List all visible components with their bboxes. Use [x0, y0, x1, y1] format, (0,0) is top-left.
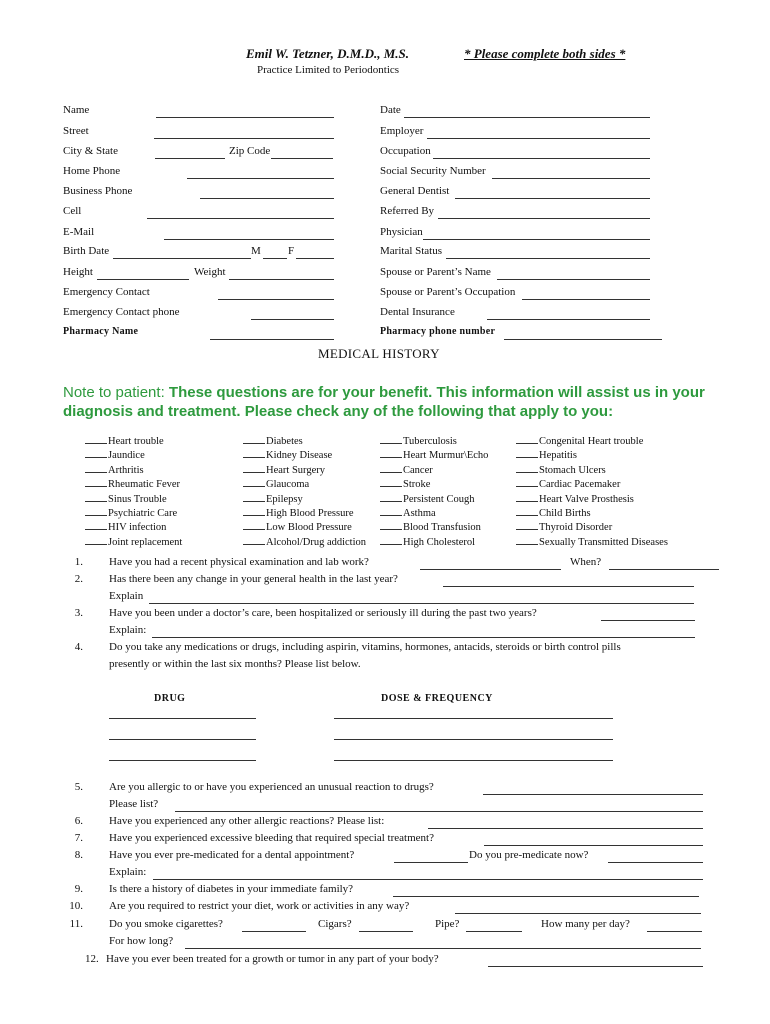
q10-text: Are you required to restrict your diet, work or activities in any way?	[109, 900, 410, 912]
q8-text: Have you ever pre-medicated for a dental appointment?	[109, 849, 355, 861]
q12-number: 12.	[85, 953, 99, 965]
condition-label: Persistent Cough	[403, 493, 475, 505]
practice-subtitle: Practice Limited to Periodontics	[257, 64, 400, 76]
q4-line2: presently or within the last six months? Please list below.	[109, 658, 361, 670]
field-line-right-1[interactable]	[427, 138, 650, 139]
q2-number: 2.	[74, 573, 83, 585]
condition-checkbox[interactable]	[243, 463, 265, 473]
patient-note-line2	[63, 403, 613, 420]
q3-number: 3.	[74, 607, 83, 619]
condition-label: Cardiac Pacemaker	[539, 479, 621, 491]
condition-checkbox[interactable]	[85, 492, 107, 502]
condition-label: Hepatitis	[539, 450, 577, 462]
q1-answer-line[interactable]	[420, 569, 561, 570]
condition-checkbox[interactable]	[516, 477, 538, 487]
field-occupation-label: Occupation	[380, 145, 431, 157]
field-birth-date-label: Birth Date	[63, 245, 110, 257]
condition-item	[516, 492, 668, 506]
condition-checkbox[interactable]	[85, 434, 107, 444]
field-pharmacy-phone-number	[380, 326, 495, 337]
drug-column-header: DRUG	[154, 693, 186, 704]
condition-item	[243, 520, 366, 534]
q3-answer-line[interactable]	[601, 620, 695, 621]
field-physician-label: Physician	[380, 226, 423, 238]
condition-label: Congenital Heart trouble	[539, 436, 644, 447]
condition-item	[243, 434, 366, 448]
condition-label: Kidney Disease	[266, 450, 333, 462]
field-emergency-contact-phone	[63, 306, 179, 318]
q2-explain-label: Explain	[109, 590, 144, 602]
field-business-phone	[63, 185, 132, 197]
condition-label: Asthma	[403, 508, 436, 520]
field-spouse-or-parent-s-name-label: Spouse or Parent’s Name	[380, 266, 491, 278]
q7-number: 7.	[74, 832, 83, 844]
condition-label: Cancer	[403, 464, 433, 476]
field-referred-by	[380, 205, 434, 217]
condition-label: High Blood Pressure	[266, 508, 354, 520]
condition-checkbox[interactable]	[380, 448, 402, 458]
condition-checkbox[interactable]	[380, 520, 402, 530]
field-line-right-6[interactable]	[423, 239, 650, 240]
q8-now-line[interactable]	[608, 862, 703, 863]
dose-line-1[interactable]	[334, 718, 613, 719]
q6-answer-line[interactable]	[428, 828, 703, 829]
field-line-right-11[interactable]	[504, 339, 662, 340]
conditions-column-3	[380, 434, 488, 549]
q11-cigars-label: Cigars?	[318, 918, 352, 930]
field-dental-insurance	[380, 306, 455, 318]
sex-m-label: M	[251, 245, 261, 257]
condition-label: Psychiatric Care	[108, 508, 178, 520]
sex-f-label: F	[288, 245, 295, 257]
q3-text: Have you been under a doctor’s care, been hospitalized or seriously ill during the past two years?	[109, 607, 537, 619]
condition-label: Stomach Ulcers	[539, 464, 606, 476]
field-city-state	[63, 145, 118, 157]
field-spouse-or-parent-s-occupation-label: Spouse or Parent’s Occupation	[380, 286, 516, 298]
field-social-security-number	[380, 165, 486, 177]
q7-text: Have you experienced excessive bleeding that required special treatment?	[109, 832, 434, 844]
condition-item	[380, 506, 488, 520]
condition-item	[85, 463, 182, 477]
field-date-label: Date	[380, 104, 401, 116]
q5-list-label: Please list?	[109, 798, 159, 810]
condition-label: Jaundice	[108, 450, 145, 462]
condition-label: Heart Murmur\Echo	[403, 450, 489, 462]
patient-note-line1	[63, 384, 705, 401]
q11-howlong-label: For how long?	[109, 935, 174, 947]
q11-pipe-label: Pipe?	[435, 918, 460, 930]
q11-howlong-line[interactable]	[185, 948, 701, 949]
field-emergency-contact-label: Emergency Contact	[63, 286, 150, 298]
field-cell-label: Cell	[63, 205, 82, 217]
condition-label: Rheumatic Fever	[108, 479, 181, 491]
q8-explain-label: Explain:	[109, 866, 147, 878]
condition-label: Alcohol/Drug addiction	[266, 536, 367, 548]
birth-date-line[interactable]	[113, 258, 251, 259]
q5-answer-line[interactable]	[483, 794, 703, 795]
q11-howmany-line[interactable]	[647, 931, 702, 932]
city-state-line[interactable]	[155, 158, 225, 159]
complete-both-sides-note: * Please complete both sides *	[464, 46, 626, 61]
q8-answer-line[interactable]	[394, 862, 468, 863]
q6-text: Have you experienced any other allergic reactions? Please list:	[109, 815, 385, 827]
field-city-state-label: City & State	[63, 145, 118, 157]
field-date	[380, 104, 401, 116]
q3-explain-line[interactable]	[152, 637, 695, 638]
condition-item	[380, 520, 488, 534]
field-e-mail	[63, 226, 94, 238]
field-physician	[380, 226, 423, 238]
q11-cigars-line[interactable]	[359, 931, 413, 932]
field-social-security-number-label: Social Security Number	[380, 165, 486, 177]
q12-text: Have you ever been treated for a growth or tumor in any part of your body?	[106, 953, 439, 965]
condition-item	[243, 492, 366, 506]
field-employer-label: Employer	[380, 125, 424, 137]
field-line-right-7[interactable]	[446, 258, 650, 259]
condition-checkbox[interactable]	[243, 434, 265, 444]
condition-checkbox[interactable]	[516, 506, 538, 516]
height-line[interactable]	[97, 279, 189, 280]
q4-line1: Do you take any medications or drugs, including aspirin, vitamins, hormones, antacids, steroids or birth control pills	[109, 641, 621, 653]
q9-number: 9.	[74, 883, 83, 895]
drug-line-2[interactable]	[109, 739, 256, 740]
condition-checkbox[interactable]	[516, 520, 538, 530]
field-line-right-8[interactable]	[497, 279, 650, 280]
drug-line-3[interactable]	[109, 760, 256, 761]
condition-label: Joint replacement	[108, 536, 183, 548]
field-line-left-3[interactable]	[187, 178, 334, 179]
condition-label: Heart Valve Prosthesis	[539, 493, 634, 505]
field-line-right-2[interactable]	[433, 158, 650, 159]
condition-label: Diabetes	[266, 436, 303, 447]
q5-number: 5.	[74, 781, 83, 793]
field-height-label: Height	[63, 266, 93, 278]
condition-item	[380, 463, 488, 477]
condition-label: Heart trouble	[108, 436, 164, 447]
condition-checkbox[interactable]	[243, 535, 265, 545]
condition-checkbox[interactable]	[516, 434, 538, 444]
condition-label: Sexually Transmitted Diseases	[539, 536, 668, 548]
sex-f-line[interactable]	[296, 258, 334, 259]
condition-label: Glaucoma	[266, 479, 310, 491]
field-street-label: Street	[63, 125, 89, 137]
field-home-phone	[63, 165, 120, 177]
field-general-dentist-label: General Dentist	[380, 185, 450, 197]
drug-line-1[interactable]	[109, 718, 256, 719]
condition-item	[85, 492, 182, 506]
field-marital-status	[380, 245, 442, 257]
field-spouse-or-parent-s-name	[380, 266, 491, 278]
dose-line-2[interactable]	[334, 739, 613, 740]
condition-checkbox[interactable]	[85, 520, 107, 530]
condition-checkbox[interactable]	[380, 477, 402, 487]
q10-number: 10.	[69, 900, 83, 912]
condition-label: High Cholesterol	[403, 536, 476, 548]
q12-answer-line[interactable]	[488, 966, 703, 967]
condition-item	[380, 477, 488, 491]
sex-m-line[interactable]	[263, 258, 287, 259]
condition-item	[243, 477, 366, 491]
field-line-right-10[interactable]	[487, 319, 650, 320]
condition-checkbox[interactable]	[243, 520, 265, 530]
doctor-name: Emil W. Tetzner, D.M.D., M.S.	[246, 46, 410, 61]
q2-answer-line[interactable]	[443, 586, 694, 587]
condition-checkbox[interactable]	[85, 477, 107, 487]
condition-checkbox[interactable]	[380, 492, 402, 502]
dose-line-3[interactable]	[334, 760, 613, 761]
field-line-right-4[interactable]	[455, 198, 650, 199]
q11-cigarettes-line[interactable]	[242, 931, 306, 932]
field-line-right-3[interactable]	[492, 178, 650, 179]
condition-label: Sinus Trouble	[108, 493, 167, 505]
q10-answer-line[interactable]	[455, 913, 701, 914]
condition-checkbox[interactable]	[380, 434, 402, 444]
condition-checkbox[interactable]	[85, 448, 107, 458]
field-marital-status-label: Marital Status	[380, 245, 443, 257]
field-spouse-or-parent-s-occupation	[380, 286, 515, 298]
condition-item	[380, 434, 488, 448]
condition-item	[380, 492, 488, 506]
patient-note-text2: diagnosis and treatment. Please check any of the following that apply to you:	[63, 403, 614, 420]
field-line-left-10[interactable]	[251, 319, 334, 320]
condition-checkbox[interactable]	[85, 463, 107, 473]
q1-text: Have you had a recent physical examination and lab work?	[109, 556, 369, 568]
field-pharmacy-phone-number-label: Pharmacy phone number	[380, 326, 496, 337]
condition-checkbox[interactable]	[243, 506, 265, 516]
field-home-phone-label: Home Phone	[63, 165, 121, 177]
q5-text: Are you allergic to or have you experienced an unusual reaction to drugs?	[109, 781, 434, 793]
field-referred-by-label: Referred By	[380, 205, 435, 217]
field-general-dentist	[380, 185, 449, 197]
field-occupation	[380, 145, 431, 157]
condition-checkbox[interactable]	[243, 477, 265, 487]
condition-checkbox[interactable]	[243, 448, 265, 458]
zip-code-label: Zip Code	[229, 145, 271, 157]
field-e-mail-label: E-Mail	[63, 226, 95, 238]
condition-checkbox[interactable]	[516, 463, 538, 473]
q1-when-line[interactable]	[609, 569, 719, 570]
condition-label: Low Blood Pressure	[266, 522, 352, 534]
field-line-left-9[interactable]	[218, 299, 334, 300]
condition-item	[85, 520, 182, 534]
field-name	[63, 104, 89, 116]
q1-number: 1.	[74, 556, 83, 568]
field-dental-insurance-label: Dental Insurance	[380, 306, 455, 318]
field-line-left-4[interactable]	[200, 198, 334, 199]
weight-line[interactable]	[229, 279, 334, 280]
field-line-left-0[interactable]	[156, 117, 334, 118]
condition-item	[85, 506, 182, 520]
condition-item	[516, 535, 668, 549]
condition-item	[516, 448, 668, 462]
q4-number: 4.	[74, 641, 83, 653]
condition-label: HIV infection	[108, 522, 167, 534]
field-name-label: Name	[63, 104, 90, 116]
conditions-column-4	[516, 434, 668, 549]
condition-item	[243, 506, 366, 520]
q9-text: Is there a history of diabetes in your immediate family?	[109, 883, 354, 895]
condition-checkbox[interactable]	[85, 506, 107, 516]
field-line-left-1[interactable]	[154, 138, 334, 139]
condition-item	[516, 506, 668, 520]
condition-item	[243, 535, 366, 549]
field-business-phone-label: Business Phone	[63, 185, 133, 197]
field-pharmacy-name-label: Pharmacy Name	[63, 326, 139, 337]
condition-label: Thyroid Disorder	[539, 522, 613, 534]
q6-number: 6.	[74, 815, 83, 827]
q11-howmany-label: How many per day?	[541, 918, 630, 930]
condition-item	[516, 477, 668, 491]
field-birth-date	[63, 245, 109, 257]
field-line-right-0[interactable]	[404, 117, 650, 118]
condition-label: Child Births	[539, 508, 591, 520]
q8-text2: Do you pre-medicate now?	[469, 849, 589, 861]
patient-note-text1: These questions are for your benefit. This information will assist us in your	[168, 384, 705, 401]
field-line-left-11[interactable]	[210, 339, 334, 340]
section-title: MEDICAL HISTORY	[318, 346, 440, 361]
field-height	[63, 266, 93, 278]
condition-item	[243, 448, 366, 462]
weight-label: Weight	[194, 266, 226, 278]
conditions-column-2	[243, 434, 366, 549]
condition-label: Stroke	[403, 479, 431, 491]
field-emergency-contact-phone-label: Emergency Contact phone	[63, 306, 180, 318]
q1-when: When?	[570, 556, 602, 568]
dose-column-header: DOSE & FREQUENCY	[381, 693, 493, 704]
condition-item	[85, 535, 182, 549]
q11-number: 11.	[69, 918, 83, 930]
q3-explain-label: Explain:	[109, 624, 147, 636]
field-street	[63, 125, 89, 137]
field-line-left-5[interactable]	[147, 218, 334, 219]
field-cell	[63, 205, 81, 217]
q8-number: 8.	[74, 849, 83, 861]
condition-checkbox[interactable]	[380, 463, 402, 473]
field-line-right-5[interactable]	[438, 218, 650, 219]
condition-checkbox[interactable]	[380, 535, 402, 545]
condition-item	[85, 434, 182, 448]
q11-pipe-line[interactable]	[466, 931, 522, 932]
q5-list-line[interactable]	[175, 811, 703, 812]
condition-item	[85, 477, 182, 491]
condition-checkbox[interactable]	[85, 535, 107, 545]
q2-text: Has there been any change in your general health in the last year?	[109, 573, 398, 585]
zip-code-line[interactable]	[271, 158, 333, 159]
field-line-right-9[interactable]	[522, 299, 650, 300]
field-pharmacy-name	[63, 326, 138, 337]
patient-note-prefix: Note to patient:	[63, 384, 169, 401]
condition-label: Epilepsy	[266, 493, 303, 505]
q2-explain-line[interactable]	[149, 603, 694, 604]
condition-checkbox[interactable]	[516, 492, 538, 502]
conditions-column-1	[85, 434, 182, 549]
condition-item	[380, 535, 488, 549]
condition-checkbox[interactable]	[516, 448, 538, 458]
field-emergency-contact	[63, 286, 150, 298]
condition-item	[516, 520, 668, 534]
q11-text: Do you smoke cigarettes?	[109, 918, 223, 930]
condition-checkbox[interactable]	[243, 492, 265, 502]
condition-label: Heart Surgery	[266, 464, 325, 476]
q8-explain-line[interactable]	[153, 879, 703, 880]
condition-label: Blood Transfusion	[403, 522, 481, 534]
condition-label: Tuberculosis	[403, 436, 457, 447]
condition-item	[380, 448, 488, 462]
condition-item	[243, 463, 366, 477]
condition-item	[85, 448, 182, 462]
condition-item	[516, 463, 668, 477]
condition-checkbox[interactable]	[380, 506, 402, 516]
q9-answer-line[interactable]	[393, 896, 699, 897]
condition-item	[516, 434, 668, 448]
condition-checkbox[interactable]	[516, 535, 538, 545]
field-line-left-6[interactable]	[164, 239, 334, 240]
field-employer	[380, 125, 423, 137]
q7-answer-line[interactable]	[484, 845, 703, 846]
condition-label: Arthritis	[108, 464, 144, 476]
